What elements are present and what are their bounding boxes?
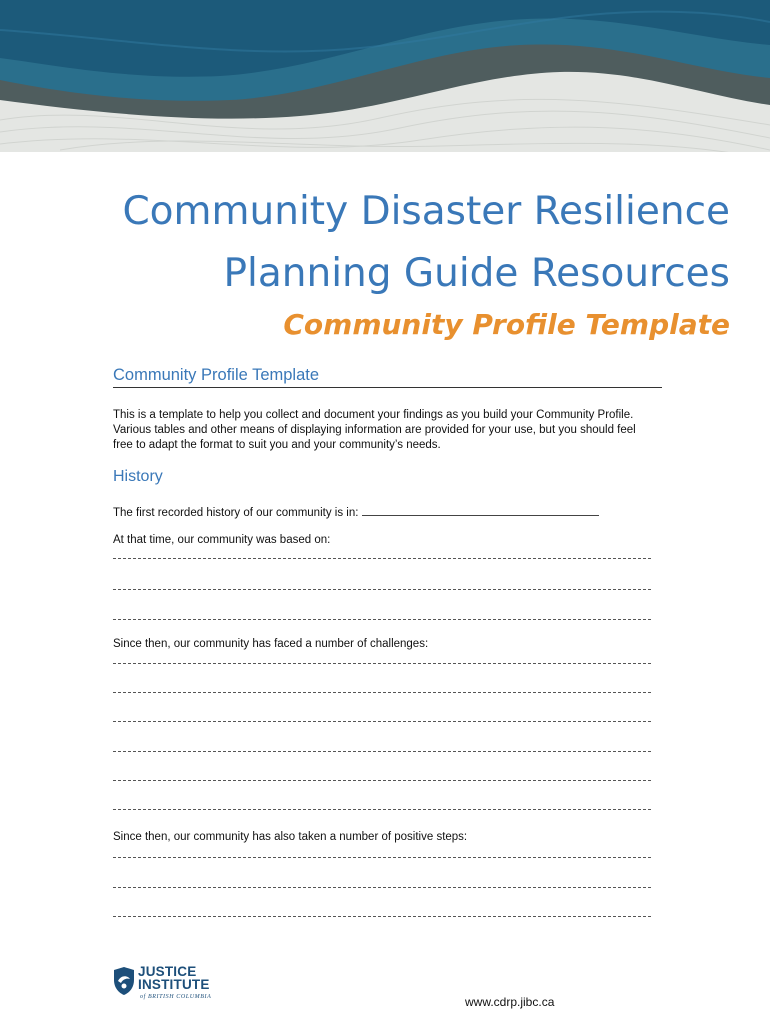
page-subtitle: Community Profile Template — [283, 308, 730, 341]
justice-institute-logo — [113, 965, 223, 1005]
based-on-question: At that time, our community was based on: — [113, 534, 331, 546]
positive-steps-question: Since then, our community has also taken a number of positive steps: — [113, 831, 468, 843]
wave-banner-graphic — [0, 0, 770, 152]
header-banner — [0, 0, 770, 152]
challenges-line-1[interactable] — [113, 663, 651, 664]
challenges-line-4[interactable] — [113, 751, 651, 752]
logo-line2: INSTITUTE — [138, 977, 210, 992]
challenges-line-2[interactable] — [113, 692, 651, 693]
intro-paragraph: This is a template to help you collect and document your findings as you build your Community Profile. Various tables and other means of displaying information are provided for your use, but you should feel free to adapt the format to suit you and your community’s needs. — [113, 409, 636, 451]
first-history-label: The first recorded history of our community is in: — [113, 507, 359, 519]
logo-subtitle: of BRITISH COLUMBIA — [140, 994, 212, 1000]
footer-url[interactable]: www.cdrp.jibc.ca — [465, 995, 555, 1009]
logo-wordmark — [138, 965, 210, 991]
logo-line1: JUSTICE — [138, 964, 197, 979]
based-on-line-3[interactable] — [113, 619, 651, 620]
positive-steps-line-2[interactable] — [113, 887, 651, 888]
challenges-line-6[interactable] — [113, 809, 651, 810]
based-on-line-1[interactable] — [113, 558, 651, 559]
challenges-line-3[interactable] — [113, 721, 651, 722]
positive-steps-line-3[interactable] — [113, 916, 651, 917]
first-history-blank[interactable] — [362, 505, 599, 516]
first-history-question — [113, 505, 599, 520]
challenges-question: Since then, our community has faced a number of challenges: — [113, 638, 429, 650]
page-title-line1: Community Disaster Resilience — [122, 189, 730, 234]
page-title-line2: Planning Guide Resources — [223, 251, 730, 296]
positive-steps-line-1[interactable] — [113, 857, 651, 858]
shield-icon — [113, 966, 135, 996]
history-heading: History — [113, 468, 163, 485]
based-on-line-2[interactable] — [113, 589, 651, 590]
challenges-line-5[interactable] — [113, 780, 651, 781]
section-heading: Community Profile Template — [113, 366, 662, 388]
